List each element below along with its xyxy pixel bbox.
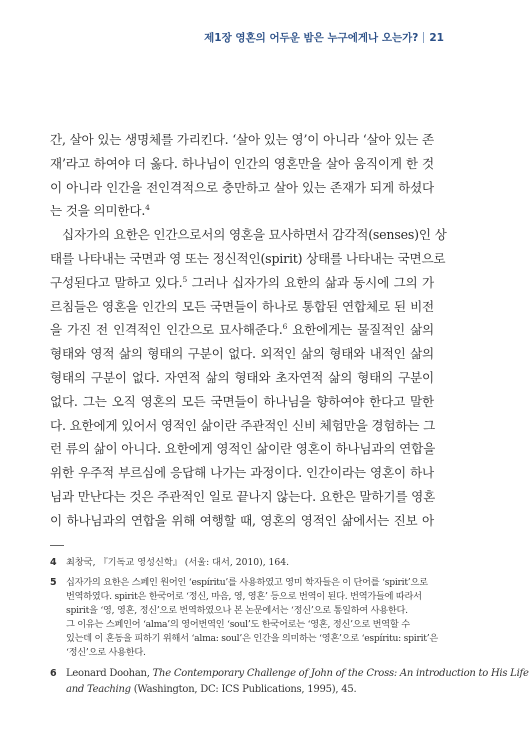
footnote-mark-5: 5 [182, 274, 188, 284]
footnotes [50, 556, 529, 704]
chapter-title: 제1장 영혼의 어두운 밤은 누구에게나 오는가? [204, 32, 419, 44]
body-line: 형태와 영적 삶의 형태의 구분이 없다. 외적인 삶의 형태와 내적인 삶의 [50, 346, 434, 362]
body-line: 님과 만난다는 것은 주관적인 일로 끝나지 않는다. 요한은 말하기를 영혼 [50, 488, 436, 504]
footnote-text: 십자가의 요한은 스페인 원어인 ‘espíritu’를 사용하였고 영미 학자들은 이 단어를 ‘spirit’으로 번역하였다. spirit은 한국어로 ‘정신, 마음, 영, 영혼’ 등으로 번역이 된다. 번역가들에 따라서 spirit을 ‘영, 영혼, 정신’으로 번역하였으나 본 논문에서는 ‘정신’으로 통일하여 사용한다. 그 이유는 스페인어 ‘alma’의 영어번역인 ‘soul’도 한국어로는 ‘영혼, 정신’으로 번역할 수 있는데 이 혼동을 피하기 위해서 ‘alma: soul’은 인간을 의미하는 ‘영혼’으로 ‘espíritu: spirit’은 ‘정신’으로 사용한다. [66, 577, 439, 658]
body-line: 이 아니라 인간을 전인격적으로 충만하고 살아 있는 존재가 되게 하셨다 [50, 179, 434, 195]
footnote-number: 4 [50, 557, 57, 568]
body-line: 다. 요한에게 있어서 영적인 삶이란 주관적인 신비 체험만을 경험하는 그 [50, 417, 436, 433]
footnote-6 [50, 666, 529, 698]
header-separator [423, 32, 424, 43]
footnote-5 [50, 576, 440, 660]
footnote-number: 6 [50, 668, 57, 679]
page-number: 21 [429, 31, 444, 44]
paragraph-start: 십자가의 요한은 인간으로서의 영혼을 묘사하면서 감각적(senses)인 상 [62, 227, 447, 243]
body-line: 을 가진 전 인격적인 인간으로 묘사해준다.$^6$ 요한에게는 물질적인 삶의 [50, 322, 435, 338]
book-title-cont: and Teaching [66, 684, 131, 695]
footnote-number: 5 [50, 577, 57, 588]
footnote-divider [50, 545, 64, 546]
footnote-text: Leonard Doohan, The Contemporary Challenge of John of the Cross: An introduction to His Life and Teaching (Washington, DC: ICS Publications, 1995), 45. [66, 668, 529, 695]
body-line: 위한 우주적 부르심에 응답해 나가는 과정이다. 인간이라는 영혼이 하나 [50, 465, 434, 481]
body-text [50, 128, 447, 533]
footnote-text: 최창국, 『기독교 영성신학』 (서울: 대서, 2010), 164. [66, 557, 290, 568]
body-line: 르침들은 영혼을 인간의 모든 국면들이 하나로 통합된 연합체로 된 비전 [50, 298, 434, 314]
body-line: 간, 살아 있는 생명체를 가리킨다. ‘살아 있는 영’이 아니라 ‘살아 있는 존 [50, 132, 434, 147]
body-line: 는 것을 의미한다.$^4$ [50, 203, 150, 219]
body-line: 형태의 구분이 없다. 자연적 삶의 형태와 초자연적 삶의 형태의 구분이 [50, 369, 434, 385]
body-line: 런 류의 삶이 아니다. 요한에게 영적인 삶이란 영혼이 하나님과의 연합을 [50, 441, 436, 457]
body-line: 재’라고 하여야 더 옳다. 하나님이 인간의 영혼만을 살아 움직이게 한 것 [50, 155, 434, 171]
body-line: 이 하나님과의 연합을 위해 여행할 때, 영혼의 영적인 삶에서는 진보 아 [50, 512, 434, 528]
body-line: 태를 나타내는 국면과 영 또는 정신적인(spirit) 상태를 나타내는 국면으로 [50, 250, 446, 266]
body-line: 없다. 그는 오직 영혼의 모든 국면들이 하나님을 향하여야 한다고 말한 [50, 393, 434, 409]
body-line: 구성된다고 말하고 있다.$^5$ 그러나 십자가의 요한의 삶과 동시에 그의 가 [50, 274, 434, 290]
book-title: The Contemporary Challenge of John of the Cross: An introduction to His Life [152, 668, 529, 679]
footnote-mark-6: 6 [282, 322, 288, 332]
footnote-4 [50, 556, 440, 570]
running-header [204, 30, 444, 45]
footnote-mark-4: 4 [145, 203, 150, 213]
